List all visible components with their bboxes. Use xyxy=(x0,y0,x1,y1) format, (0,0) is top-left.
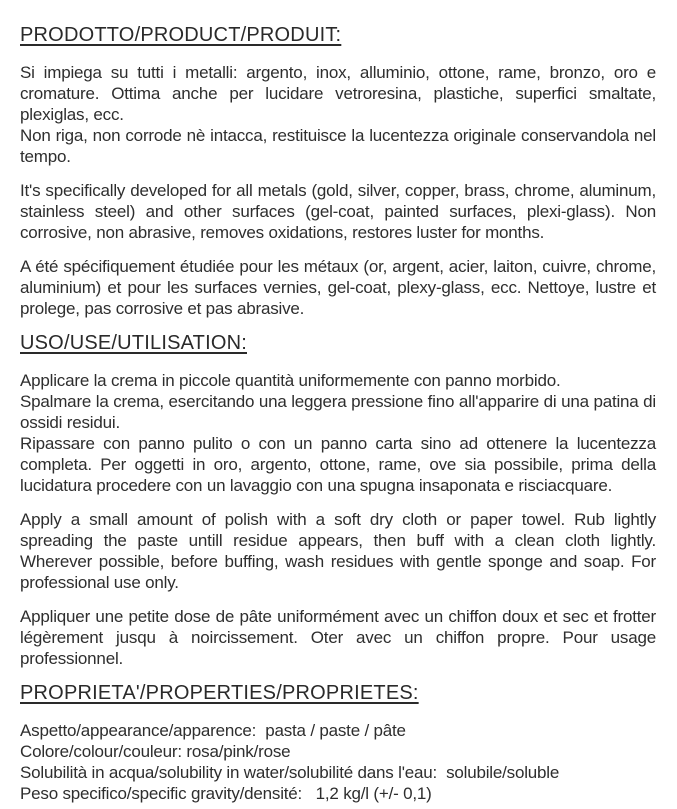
property-specific-gravity: Peso specifico/specific gravity/densité: 1,2 kg/l (+/- 0,1) xyxy=(20,784,432,803)
paragraph-line: Ripassare con panno pulito o con un panno carta sino ad ottenere la lucentezza completa. Per oggetti in oro, argento, ottone, rame, ove sia possibile, prima della lucidatura procedere con un lavaggio con una spugna insaponata e risciacquare. xyxy=(20,434,661,495)
property-solubility: Solubilità in acqua/solubility in water/solubilité dans l'eau: solubile/soluble xyxy=(20,763,560,782)
use-paragraph-english xyxy=(20,509,661,593)
product-paragraph-english xyxy=(20,180,661,243)
section-heading-product: PRODOTTO/PRODUCT/PRODUIT: xyxy=(20,24,342,46)
section-properties xyxy=(20,682,656,804)
paragraph-line: Appliquer une petite dose de pâte uniformément avec un chiffon doux et sec et frotter légèrement jusqu à noircissement. Oter avec un chiffon propre. Pour usage professionnel. xyxy=(20,607,661,668)
paragraph-line: Spalmare la crema, esercitando una leggera pressione fino all'apparire di una patina di ossidi residui. xyxy=(20,392,661,432)
paragraph-line: Apply a small amount of polish with a soft dry cloth or paper towel. Rub lightly spreading the paste untill residue appears, then buff with a clean cloth lightly. Wherever possible, before buffing, wash residues with gentle sponge and soap. For professional use only. xyxy=(20,510,661,592)
use-paragraph-italian xyxy=(20,370,661,496)
paragraph-line: Si impiega su tutti i metalli: argento, inox, alluminio, ottone, rame, bronzo, oro e cromature. Ottima anche per lucidare vetroresina, plastiche, superfici smaltate, plexiglas, ecc. xyxy=(20,63,661,124)
section-use xyxy=(20,332,661,669)
paragraph-line: It's specifically developed for all metals (gold, silver, copper, brass, chrome, aluminum, stainless steel) and other surfaces (gel-coat, painted surfaces, plexi-glass). Non corrosive, non abrasive, removes oxidations, restores luster for months. xyxy=(20,181,661,242)
section-heading-properties: PROPRIETA'/PROPERTIES/PROPRIETES: xyxy=(20,682,419,704)
section-heading-use: USO/USE/UTILISATION: xyxy=(20,332,247,354)
properties-list xyxy=(20,720,656,804)
product-paragraph-french xyxy=(20,256,661,319)
paragraph-line: Applicare la crema in piccole quantità uniformemente con panno morbido. xyxy=(20,371,561,390)
product-paragraph-italian xyxy=(20,62,661,167)
property-appearance: Aspetto/appearance/apparence: pasta / paste / pâte xyxy=(20,721,406,740)
use-paragraph-french xyxy=(20,606,661,669)
paragraph-line: A été spécifiquement étudiée pour les métaux (or, argent, acier, laiton, cuivre, chrome, aluminium) et pour les surfaces vernies, gel-coat, plexy-glass, ecc. Nettoye, lustre et prolege, pas corrosive et pas abrasive. xyxy=(20,257,661,318)
property-colour: Colore/colour/couleur: rosa/pink/rose xyxy=(20,742,291,761)
paragraph-line: Non riga, non corrode nè intacca, restituisce la lucentezza originale conservandola nel tempo. xyxy=(20,126,661,166)
section-product xyxy=(20,24,661,319)
